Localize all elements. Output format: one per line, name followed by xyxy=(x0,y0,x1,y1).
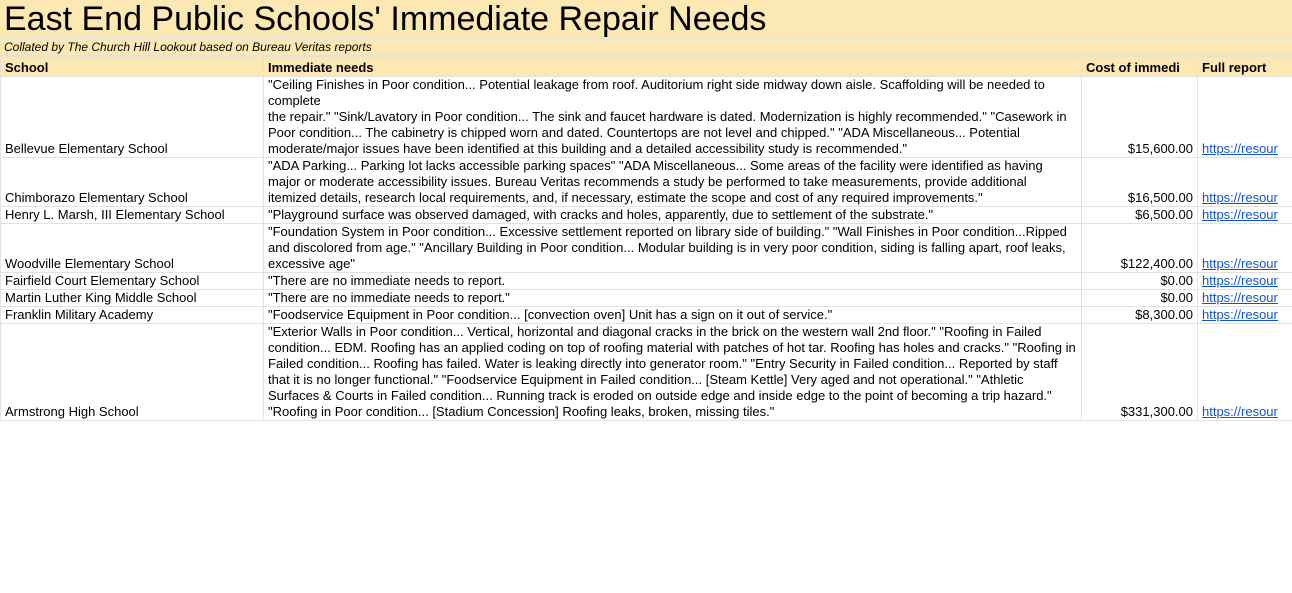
title-row[interactable] xyxy=(0,0,1292,39)
header-full-report[interactable]: Full report xyxy=(1198,57,1292,77)
table-row xyxy=(1,273,1292,290)
cost-cell[interactable]: $6,500.00 xyxy=(1082,207,1198,224)
school-cell[interactable]: Bellevue Elementary School xyxy=(1,77,264,158)
school-cell[interactable]: Woodville Elementary School xyxy=(1,224,264,273)
subtitle-row[interactable] xyxy=(0,39,1292,56)
full-report-link[interactable]: https://resour xyxy=(1202,273,1278,288)
full-report-cell[interactable] xyxy=(1198,324,1292,421)
header-immediate-needs[interactable]: Immediate needs xyxy=(264,57,1082,77)
table-row xyxy=(1,77,1292,158)
sheet-subtitle: Collated by The Church Hill Lookout based on Bureau Veritas reports xyxy=(4,40,372,54)
full-report-cell[interactable] xyxy=(1198,290,1292,307)
full-report-cell[interactable] xyxy=(1198,224,1292,273)
table-row xyxy=(1,158,1292,207)
table-row xyxy=(1,224,1292,273)
school-cell[interactable]: Chimborazo Elementary School xyxy=(1,158,264,207)
table-row xyxy=(1,324,1292,421)
immediate-needs-cell[interactable]: "Ceiling Finishes in Poor condition... Potential leakage from roof. Auditorium right side midway down aisle. Scaffolding will be needed to complete the repair." "Sink/Lavatory in Poor condition... The sink and faucet hardware is dated. Modernization is highly recommended." "Casework in Poor condition... The cabinetry is chipped worn and dated. Countertops are not level and chipped." "ADA Miscellaneous... Potential moderate/major issues have been identified at this building and a detailed accessibility study is recommended." xyxy=(264,77,1082,158)
cost-cell[interactable]: $122,400.00 xyxy=(1082,224,1198,273)
immediate-needs-cell[interactable]: "Foundation System in Poor condition... Excessive settlement reported on library side of building." "Wall Finishes in Poor condition...Ripped and discolored from age." "Ancillary Building in Poor condition... Modular building is in very poor condition, siding is falling apart, roof leaks, excessive age" xyxy=(264,224,1082,273)
cost-cell[interactable]: $15,600.00 xyxy=(1082,77,1198,158)
immediate-needs-cell[interactable]: "ADA Parking... Parking lot lacks accessible parking spaces" "ADA Miscellaneous... Some areas of the facility were identified as having major or moderate accessibility issues. Bureau Veritas recommends a study be performed to take measurements, provide additional itemized details, research local requirements, and, if necessary, estimate the scope and cost of any required improvements." xyxy=(264,158,1082,207)
cost-cell[interactable]: $8,300.00 xyxy=(1082,307,1198,324)
school-cell[interactable]: Armstrong High School xyxy=(1,324,264,421)
immediate-needs-cell[interactable]: "There are no immediate needs to report. xyxy=(264,273,1082,290)
immediate-needs-cell[interactable]: "Foodservice Equipment in Poor condition... [convection oven] Unit has a sign on it out of service." xyxy=(264,307,1082,324)
immediate-needs-cell[interactable]: "Exterior Walls in Poor condition... Vertical, horizontal and diagonal cracks in the brick on the western wall 2nd floor." "Roofing in Failed condition... EDM. Roofing has an applied coding on top of roofing material with patches of hot tar. Roofing has holes and cracks." "Roofing in Failed condition... Roofing has failed. Water is leaking directly into generator room." "Entry Security in Failed condition... Reported by staff that it is no longer functional." "Foodservice Equipment in Failed condition... [Steam Kettle] Very aged and not operational." "Athletic Surfaces & Courts in Failed condition... Running track is eroded on outside edge and inside edge to the point of becoming a trip hazard." "Roofing in Poor condition... [Stadium Concession] Roofing leaks, broken, missing tiles." xyxy=(264,324,1082,421)
table-row xyxy=(1,207,1292,224)
full-report-link[interactable]: https://resour xyxy=(1202,207,1278,222)
immediate-needs-cell[interactable]: "Playground surface was observed damaged, with cracks and holes, apparently, due to settlement of the substrate." xyxy=(264,207,1082,224)
full-report-link[interactable]: https://resour xyxy=(1202,256,1278,271)
school-cell[interactable]: Fairfield Court Elementary School xyxy=(1,273,264,290)
school-cell[interactable]: Henry L. Marsh, III Elementary School xyxy=(1,207,264,224)
header-cost[interactable]: Cost of immedi xyxy=(1082,57,1198,77)
table-row xyxy=(1,307,1292,324)
cost-cell[interactable]: $16,500.00 xyxy=(1082,158,1198,207)
table-row xyxy=(1,290,1292,307)
full-report-link[interactable]: https://resour xyxy=(1202,190,1278,205)
full-report-cell[interactable] xyxy=(1198,207,1292,224)
full-report-cell[interactable] xyxy=(1198,77,1292,158)
full-report-cell[interactable] xyxy=(1198,158,1292,207)
immediate-needs-cell[interactable]: "There are no immediate needs to report." xyxy=(264,290,1082,307)
school-cell[interactable]: Martin Luther King Middle School xyxy=(1,290,264,307)
full-report-link[interactable]: https://resour xyxy=(1202,307,1278,322)
full-report-cell[interactable] xyxy=(1198,273,1292,290)
cost-cell[interactable]: $331,300.00 xyxy=(1082,324,1198,421)
full-report-link[interactable]: https://resour xyxy=(1202,141,1278,156)
school-cell[interactable]: Franklin Military Academy xyxy=(1,307,264,324)
header-row xyxy=(1,57,1292,77)
cost-cell[interactable]: $0.00 xyxy=(1082,290,1198,307)
full-report-cell[interactable] xyxy=(1198,307,1292,324)
full-report-link[interactable]: https://resour xyxy=(1202,404,1278,419)
full-report-link[interactable]: https://resour xyxy=(1202,290,1278,305)
sheet-title: East End Public Schools' Immediate Repair Needs xyxy=(4,0,767,38)
cost-cell[interactable]: $0.00 xyxy=(1082,273,1198,290)
repair-needs-table xyxy=(0,56,1292,421)
header-school[interactable]: School xyxy=(1,57,264,77)
